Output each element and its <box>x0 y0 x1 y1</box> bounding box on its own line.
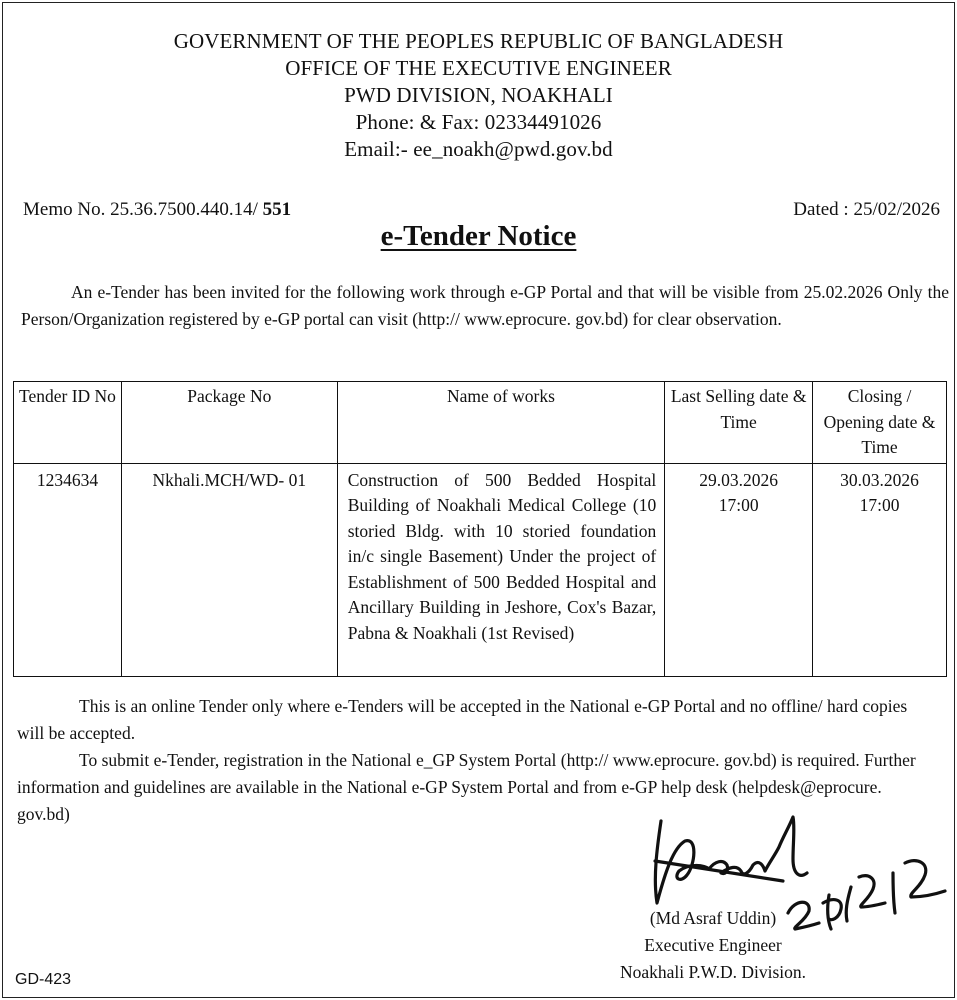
closing-date: 30.03.2026 <box>840 469 919 490</box>
cell-tender-id: 1234634 <box>14 463 122 676</box>
last-selling-date: 29.03.2026 <box>699 469 779 490</box>
header-package-no: Package No <box>121 382 337 464</box>
document-code: GD-423 <box>15 971 72 988</box>
table-row <box>14 463 947 676</box>
signatory-designation: Executive Engineer <box>644 935 782 955</box>
intro-paragraph: An e-Tender has been invited for the following work through e-GP Portal and that will be visible from 25.02.2026 Only the Person/Organization registered by e-GP portal can visit (http:// www.eprocure. gov.bd) for clear observation. <box>21 282 949 329</box>
notice-page <box>2 2 955 998</box>
office-title: OFFICE OF THE EXECUTIVE ENGINEER <box>285 56 672 80</box>
works-table <box>13 381 947 677</box>
signatory-name: (Md Asraf Uddin) <box>649 908 777 928</box>
cell-last-selling <box>665 463 813 676</box>
government-title: GOVERNMENT OF THE PEOPLES REPUBLIC OF BANGLADESH <box>173 29 784 53</box>
header-closing-opening: Closing / Opening date & Time <box>813 382 947 464</box>
cell-package-no: Nkhali.MCH/WD- 01 <box>121 463 337 676</box>
memo-number <box>23 199 291 221</box>
memo-serial: 551 <box>262 199 292 220</box>
division-title: PWD DIVISION, NOAKHALI <box>344 83 613 107</box>
dated: Dated : 25/02/2026 <box>793 199 940 220</box>
header-tender-id: Tender ID No <box>14 382 122 464</box>
memo-prefix: Memo No. 25.36.7500.440.14/ <box>23 199 263 220</box>
signature-block <box>593 905 833 986</box>
header-last-selling: Last Selling date & Time <box>665 382 813 464</box>
last-selling-time: 17:00 <box>718 495 759 515</box>
email-line: Email:- ee_noakh@pwd.gov.bd <box>344 137 613 161</box>
registration-paragraph: To submit e-Tender, registration in the National e_GP System Portal (http:// www.eprocure. gov.bd) is required. Further information and guidelines are available in the National e-GP System Portal and from e-GP help desk (helpdesk@eprocure. gov.bd) <box>17 750 916 824</box>
letterhead <box>3 28 954 163</box>
notice-title: e-Tender Notice <box>380 220 577 252</box>
table-header-row <box>14 382 947 464</box>
signatory-office: Noakhali P.W.D. Division. <box>619 962 807 982</box>
closing-time: 17:00 <box>859 495 900 515</box>
cell-closing-opening <box>813 463 947 676</box>
header-name-of-works: Name of works <box>337 382 665 464</box>
online-tender-paragraph: This is an online Tender only where e-Tenders will be accepted in the National e-GP Portal and no offline/ hard copies will be accepted. <box>17 696 908 743</box>
phone-fax: Phone: & Fax: 02334491026 <box>355 110 602 134</box>
cell-name-of-works: Construction of 500 Bedded Hospital Building of Noakhali Medical College (10 storied Bldg. with 10 storied foundation in/c single Basement) Under the project of Establishment of 500 Bedded Hospital and Ancillary Building in Jeshore, Cox's Bazar, Pabna & Noakhali (1st Revised) <box>337 463 665 676</box>
